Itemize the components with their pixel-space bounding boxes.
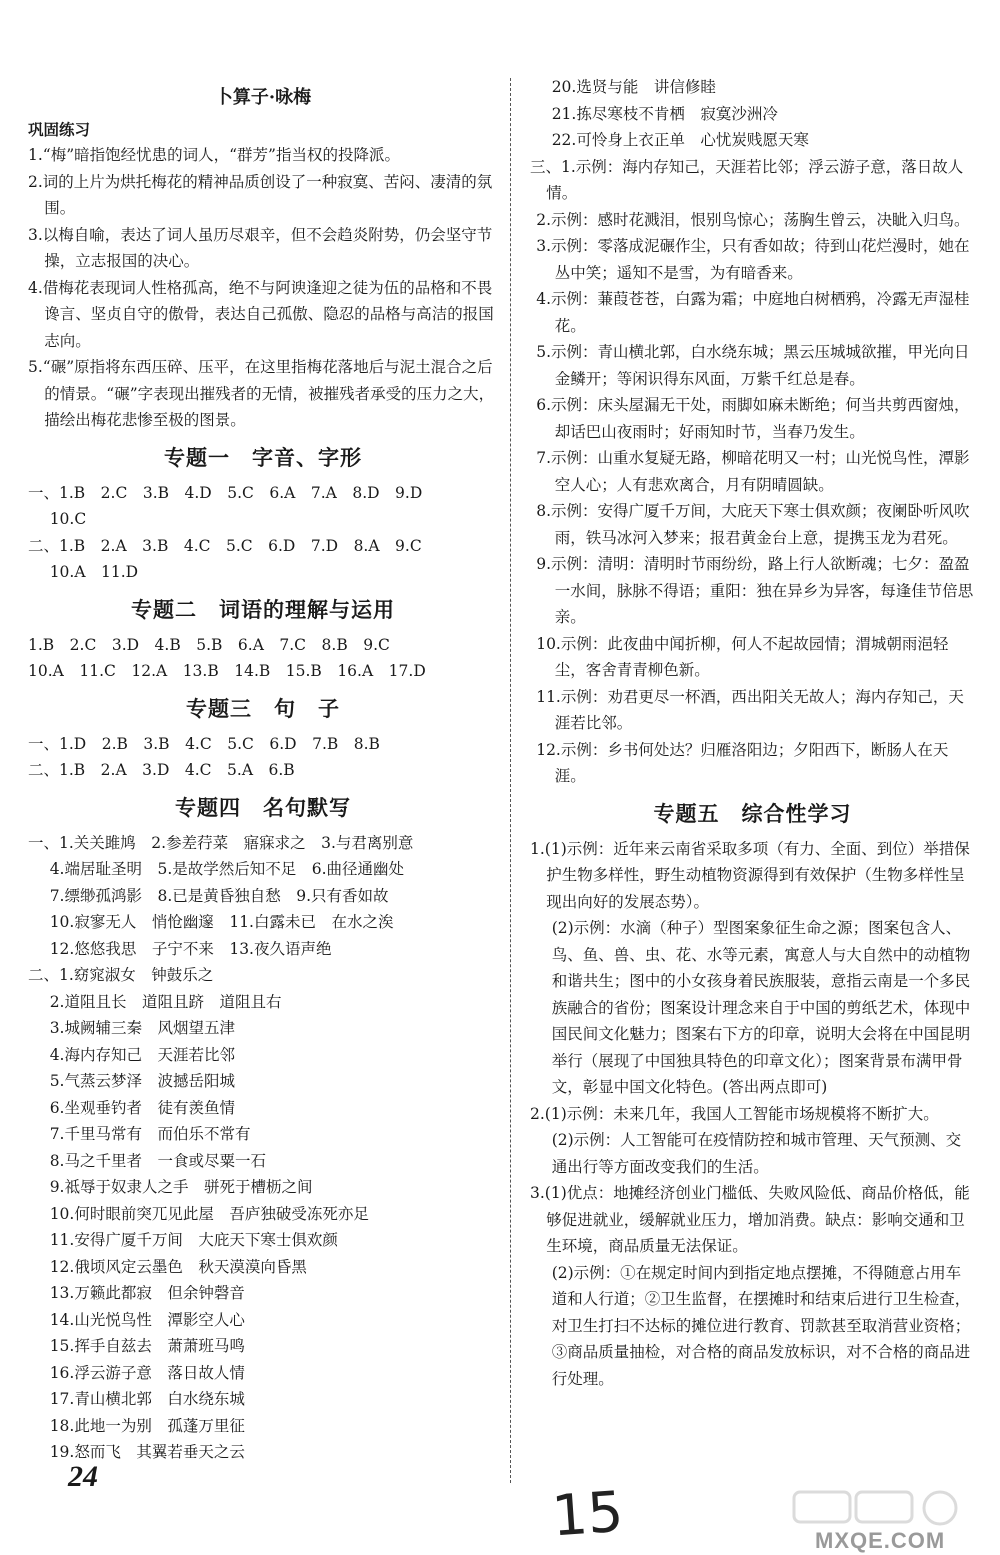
topic1-answers-2b: 10.A 11.D: [49, 563, 139, 581]
topic1-answers-1: 一、1.B 2.C 3.B 4.D 5.C 6.A 7.A 8.D 9.D: [28, 483, 423, 502]
topic4-p3-item-6: 6.示例：床头屋漏无干处，雨脚如麻未断绝；何当共剪西窗烛，却话巴山夜雨时；好雨知时节，当春乃发生。: [536, 396, 970, 441]
topic4-p1-line-3: 7.缥缈孤鸿影 8.已是黄昏独自愁 9.只有香如故: [49, 886, 389, 905]
topic5-title: 专题五 综合性学习: [653, 800, 852, 826]
topic4-p2-line-19: 19.怒而飞 其翼若垂天之云: [49, 1443, 245, 1461]
topic5-item-1: 1.(1)示例：近年来云南省采取多项（有力、全面、到位）举措保护生物多样性，野生动植物资源得到有效保护（生物多样性呈现出向好的发展态势）。: [530, 839, 970, 911]
practice-label: 巩固练习: [28, 120, 91, 139]
practice-item-2: 2.词的上片为烘托梅花的精神品质创设了一种寂寞、苦闷、凄清的氛围。: [28, 172, 493, 217]
handwritten-note: 15: [549, 1479, 626, 1550]
practice-item-3: 3.以梅自喻，表达了词人虽历尽艰辛，但不会趋炎附势，仍会坚守节操，立志报国的决心。: [28, 225, 493, 270]
topic5-item-2-2: (2)示例：人工智能可在疫情防控和城市管理、天气预测、交通出行等方面改变我们的生活。: [551, 1131, 962, 1176]
topic4-p2-line-5: 5.气蒸云梦泽 波撼岳阳城: [49, 1072, 235, 1090]
topic4-p2-line-13: 13.万籁此都寂 但余钟磬音: [49, 1284, 245, 1302]
topic4-p2-line-7: 7.千里马常有 而伯乐不常有: [49, 1125, 251, 1143]
topic4-p3-item-2: 2.示例：感时花溅泪，恨别鸟惊心；荡胸生曾云，决眦入归鸟。: [536, 210, 970, 229]
topic4-p3-item-7: 7.示例：山重水复疑无路，柳暗花明又一村；山光悦鸟性，潭影空人心；人有悲欢离合，月有阴晴圆缺。: [536, 449, 970, 494]
topic2-answers-1: 1.B 2.C 3.D 4.B 5.B 6.A 7.C 8.B 9.C: [28, 635, 390, 654]
topic4-p2-line-18: 18.此地一为别 孤蓬万里征: [49, 1416, 245, 1435]
topic2-title: 专题二 词语的理解与运用: [131, 596, 395, 622]
topic4-title: 专题四 名句默写: [175, 794, 351, 820]
topic4-p2-line-17: 17.青山横北郭 白水绕东城: [49, 1390, 245, 1408]
topic5-item-2: 2.(1)示例：未来几年，我国人工智能市场规模将不断扩大。: [530, 1104, 939, 1123]
topic4-p2-line-16: 16.浮云游子意 落日故人情: [49, 1363, 245, 1382]
topic4-p2-line-11: 11.安得广厦千万间 大庇天下寒士俱欢颜: [49, 1231, 338, 1249]
topic4-p2-line-6: 6.坐观垂钓者 徒有羡鱼情: [49, 1098, 235, 1117]
topic4-p3-item-4: 4.示例：蒹葭苍苍，白露为霜；中庭地白树栖鸦，冷露无声湿桂花。: [536, 290, 970, 335]
topic1-answers-2: 二、1.B 2.A 3.B 4.C 5.C 6.D 7.D 8.A 9.C: [28, 536, 422, 555]
topic4-p3-item-3: 3.示例：零落成泥碾作尘，只有香如故；待到山花烂漫时，她在丛中笑；遥知不是雪，为有暗香来。: [536, 237, 970, 282]
topic4-p2-line-10: 10.何时眼前突兀见此屋 吾庐独破受冻死亦足: [49, 1204, 369, 1223]
topic4-p2-line-1: 二、1.窈窕淑女 钟鼓乐之: [28, 966, 214, 984]
topic3-title: 专题三 句 子: [186, 695, 340, 721]
topic4-p3-item-8: 8.示例：安得广厦千万间，大庇天下寒士俱欢颜；夜阑卧听风吹雨，铁马冰河入梦来；报君黄金台上意，提携玉龙为君死。: [536, 502, 970, 547]
topic4-p1-line-2: 4.端居耻圣明 5.是故学然后知不足 6.曲径通幽处: [49, 860, 405, 878]
topic2-answers-2: 10.A 11.C 12.A 13.B 14.B 15.B 16.A 17.D: [28, 662, 426, 680]
topic4-p1-line-4: 10.寂寥无人 悄怆幽邃 11.白露未已 在水之涘: [49, 913, 394, 931]
topic4-p3-item-1: 三、1.示例：海内存知己，天涯若比邻；浮云游子意，落日故人情。: [530, 157, 964, 202]
poem-title: 卜算子·咏梅: [214, 87, 312, 108]
practice-item-5: 5.“碾”原指将东西压碎、压平，在这里指梅花落地后与泥土混合之后的情景。“碾”字表现出摧残者的无情，被摧残者承受的压力之大，描绘出梅花悲惨至极的图景。: [28, 358, 495, 429]
topic4-p3-item-10: 10.示例：此夜曲中闻折柳，何人不起故园情；渭城朝雨浥轻尘，客舍青青柳色新。: [536, 634, 949, 679]
page-number: 24: [68, 1460, 98, 1493]
right-column: [530, 74, 975, 1392]
topic3-answers-2: 二、1.B 2.A 3.D 4.C 5.A 6.B: [28, 761, 295, 779]
topic4-p3-item-9: 9.示例：清明：清明时节雨纷纷，路上行人欲断魂；七夕：盈盈一水间，脉脉不得语；重阳：独在异乡为异客，每逢佳节倍思亲。: [536, 555, 974, 626]
column-divider: [510, 78, 511, 1483]
watermark-text: MXQE.COM: [815, 1528, 946, 1553]
topic4-p2-line-22: 22.可怜身上衣正单 心忧炭贱愿天寒: [551, 131, 809, 149]
topic4-p2-line-2: 2.道阻且长 道阻且跻 道阻且右: [49, 992, 282, 1011]
topic1-title: 专题一 字音、字形: [164, 444, 362, 470]
topic4-p2-line-20: 20.选贤与能 讲信修睦: [551, 78, 716, 96]
topic1-answers-1b: 10.C: [49, 510, 87, 528]
topic4-p1-line-5: 12.悠悠我思 子宁不来 13.夜久语声绝: [49, 939, 332, 958]
topic4-p1-line-1: 一、1.关关雎鸠 2.参差荇菜 寤寐求之 3.与君离别意: [28, 833, 414, 852]
topic4-p2-line-9: 9.祗辱于奴隶人之手 骈死于槽枥之间: [49, 1178, 313, 1196]
topic4-p2-line-8: 8.马之千里者 一食或尽粟一石: [49, 1151, 266, 1170]
topic4-p2-line-12: 12.俄顷风定云墨色 秋天漠漠向昏黑: [49, 1257, 307, 1276]
topic4-p2-line-4: 4.海内存知己 天涯若比邻: [49, 1045, 235, 1064]
topic4-p2-line-15: 15.挥手自兹去 萧萧班马鸣: [49, 1337, 245, 1355]
topic5-item-3: 3.(1)优点：地摊经济创业门槛低、失败风险低、商品价格低，能够促进就业，缓解就业压力，增加消费。缺点：影响交通和卫生环境，商品质量无法保证。: [530, 1184, 970, 1255]
practice-item-4: 4.借梅花表现词人性格孤高，绝不与阿谀逢迎之徒为伍的品格和不畏谗言、坚贞自守的傲骨，表达自己孤傲、隐忍的品格与高洁的报国志向。: [28, 278, 494, 350]
left-column: [28, 74, 498, 1466]
topic4-p3-item-12: 12.示例：乡书何处达？归雁洛阳边；夕阳西下，断肠人在天涯。: [536, 740, 949, 785]
topic4-p2-line-3: 3.城阙辅三秦 风烟望五津: [49, 1019, 235, 1037]
topic4-p3-item-11: 11.示例：劝君更尽一杯酒，西出阳关无故人；海内存知己，天涯若比邻。: [536, 687, 964, 732]
topic3-answers-1: 一、1.D 2.B 3.B 4.C 5.C 6.D 7.B 8.B: [28, 734, 380, 753]
topic4-p3-item-5: 5.示例：青山横北郭，白水绕东城；黑云压城城欲摧，甲光向日金鳞开；等闲识得东风面，万紫千红总是春。: [536, 343, 970, 388]
practice-item-1: 1.“梅”暗指饱经忧患的词人，“群芳”指当权的投降派。: [28, 146, 400, 164]
topic4-p2-line-14: 14.山光悦鸟性 潭影空人心: [49, 1310, 245, 1329]
topic5-item-3-2: (2)示例：①在规定时间内到指定地点摆摊，不得随意占用车道和人行道；②卫生监督，在摆摊时和结束后进行卫生检查，对卫生打扫不达标的摊位进行教育、罚款甚至取消营业资格；③商品质量抽检，对合格的商品发放标识，对不合格的商品进行处理。: [551, 1263, 971, 1388]
topic4-p2-line-21: 21.拣尽寒枝不肯栖 寂寞沙洲冷: [551, 104, 778, 123]
topic5-item-1-2: (2)示例：水滴（种子）型图案象征生命之源；图案包含人、鸟、鱼、兽、虫、花、水等元素，寓意人与大自然中的动植物和谐共生；图中的小女孩身着民族服装，意指云南是一个多民族融合的省份；图案设计理念来自于中国的剪纸艺术，体现中国民间文化魅力；图案右下方的印章，说明大会将在中国昆明举行（展现了中国独具特色的印章文化）；图案背景布满甲骨文，彰显中国文化特色。(答出两点即可): [551, 919, 971, 1096]
